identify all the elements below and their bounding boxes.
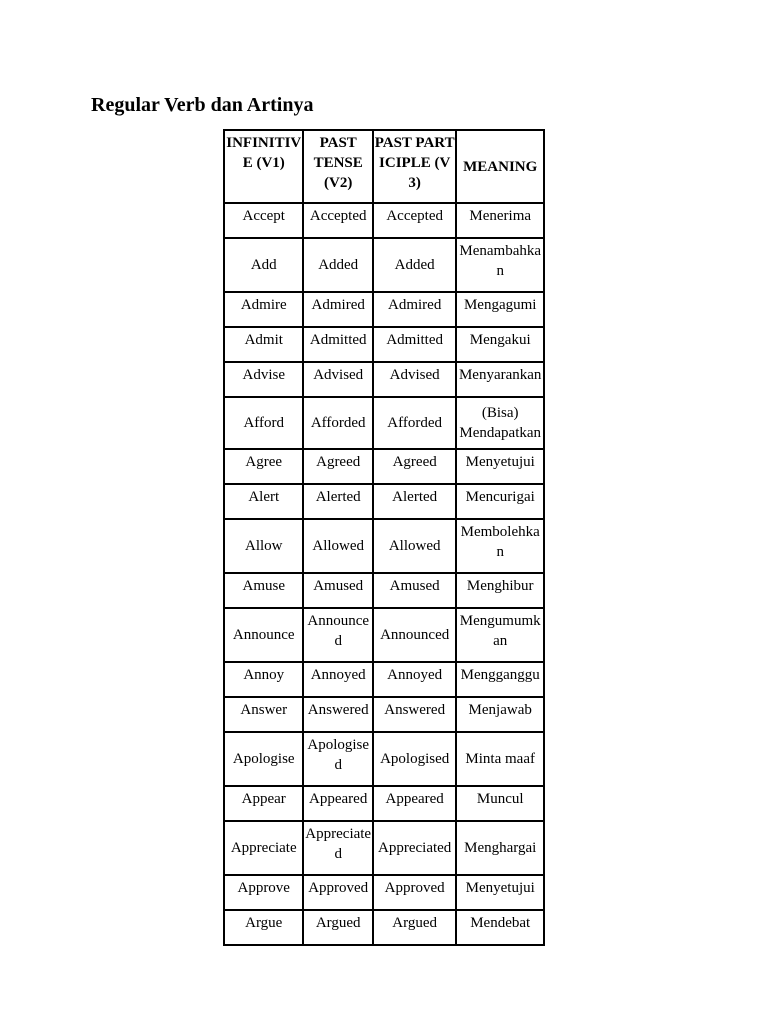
cell-infinitive: Approve <box>224 875 303 910</box>
cell-meaning: Menyetujui <box>456 875 544 910</box>
cell-infinitive: Accept <box>224 203 303 238</box>
cell-past-participle: Admitted <box>373 327 457 362</box>
cell-past-participle: Approved <box>373 875 457 910</box>
cell-infinitive: Argue <box>224 910 303 945</box>
column-header-past-participle: PAST PARTICIPLE (V3) <box>373 130 457 203</box>
cell-meaning: Mengganggu <box>456 662 544 697</box>
regular-verb-table <box>223 129 545 946</box>
table-row <box>224 910 544 945</box>
cell-meaning: Menyarankan <box>456 362 544 397</box>
table-row <box>224 362 544 397</box>
cell-past-participle: Added <box>373 238 457 292</box>
table-body <box>224 203 544 945</box>
table-row <box>224 662 544 697</box>
cell-past-tense: Approved <box>303 875 372 910</box>
table-row <box>224 875 544 910</box>
cell-infinitive: Add <box>224 238 303 292</box>
cell-meaning: Menambahkan <box>456 238 544 292</box>
cell-meaning: Mengumumkan <box>456 608 544 662</box>
cell-meaning: Menghibur <box>456 573 544 608</box>
cell-past-tense: Amused <box>303 573 372 608</box>
cell-meaning: Mendebat <box>456 910 544 945</box>
table-header-row <box>224 130 544 203</box>
cell-infinitive: Advise <box>224 362 303 397</box>
cell-meaning: Menghargai <box>456 821 544 875</box>
cell-past-tense: Allowed <box>303 519 372 573</box>
cell-infinitive: Amuse <box>224 573 303 608</box>
table-row <box>224 821 544 875</box>
cell-infinitive: Appear <box>224 786 303 821</box>
cell-infinitive: Agree <box>224 449 303 484</box>
column-header-meaning: MEANING <box>456 130 544 203</box>
page-title: Regular Verb dan Artinya <box>91 94 314 116</box>
table-row <box>224 608 544 662</box>
cell-past-participle: Apologised <box>373 732 457 786</box>
cell-meaning: Membolehkan <box>456 519 544 573</box>
cell-past-tense: Announced <box>303 608 372 662</box>
cell-past-participle: Advised <box>373 362 457 397</box>
cell-meaning: Mengakui <box>456 327 544 362</box>
cell-past-tense: Agreed <box>303 449 372 484</box>
cell-infinitive: Admire <box>224 292 303 327</box>
table-row <box>224 786 544 821</box>
cell-past-tense: Argued <box>303 910 372 945</box>
table-row <box>224 573 544 608</box>
cell-meaning: Mengagumi <box>456 292 544 327</box>
cell-past-tense: Appreciated <box>303 821 372 875</box>
table-row <box>224 484 544 519</box>
cell-past-tense: Admired <box>303 292 372 327</box>
cell-infinitive: Allow <box>224 519 303 573</box>
column-header-past-tense: PAST TENSE (V2) <box>303 130 372 203</box>
cell-past-tense: Afforded <box>303 397 372 449</box>
cell-past-tense: Appeared <box>303 786 372 821</box>
cell-infinitive: Answer <box>224 697 303 732</box>
cell-meaning: Menjawab <box>456 697 544 732</box>
cell-past-participle: Answered <box>373 697 457 732</box>
cell-meaning: Muncul <box>456 786 544 821</box>
cell-past-tense: Apologised <box>303 732 372 786</box>
cell-meaning: Minta maaf <box>456 732 544 786</box>
cell-past-participle: Afforded <box>373 397 457 449</box>
cell-infinitive: Admit <box>224 327 303 362</box>
table-row <box>224 449 544 484</box>
cell-infinitive: Appreciate <box>224 821 303 875</box>
table-row <box>224 397 544 449</box>
table-row <box>224 519 544 573</box>
cell-past-participle: Alerted <box>373 484 457 519</box>
cell-infinitive: Afford <box>224 397 303 449</box>
cell-past-participle: Appreciated <box>373 821 457 875</box>
table-row <box>224 327 544 362</box>
cell-past-tense: Advised <box>303 362 372 397</box>
cell-past-tense: Answered <box>303 697 372 732</box>
cell-past-participle: Argued <box>373 910 457 945</box>
cell-past-participle: Admired <box>373 292 457 327</box>
table-row <box>224 697 544 732</box>
cell-past-participle: Announced <box>373 608 457 662</box>
cell-past-participle: Amused <box>373 573 457 608</box>
cell-infinitive: Apologise <box>224 732 303 786</box>
cell-past-tense: Annoyed <box>303 662 372 697</box>
cell-past-participle: Annoyed <box>373 662 457 697</box>
cell-meaning: Mencurigai <box>456 484 544 519</box>
cell-infinitive: Alert <box>224 484 303 519</box>
table-row <box>224 732 544 786</box>
cell-past-tense: Admitted <box>303 327 372 362</box>
cell-past-tense: Accepted <box>303 203 372 238</box>
cell-meaning: Menerima <box>456 203 544 238</box>
cell-past-participle: Appeared <box>373 786 457 821</box>
table-row <box>224 292 544 327</box>
cell-past-tense: Added <box>303 238 372 292</box>
cell-past-participle: Agreed <box>373 449 457 484</box>
cell-past-participle: Accepted <box>373 203 457 238</box>
cell-infinitive: Announce <box>224 608 303 662</box>
cell-meaning: (Bisa) Mendapatkan <box>456 397 544 449</box>
cell-past-participle: Allowed <box>373 519 457 573</box>
cell-infinitive: Annoy <box>224 662 303 697</box>
column-header-infinitive: INFINITIVE (V1) <box>224 130 303 203</box>
cell-past-tense: Alerted <box>303 484 372 519</box>
cell-meaning: Menyetujui <box>456 449 544 484</box>
table-row <box>224 238 544 292</box>
table-row <box>224 203 544 238</box>
